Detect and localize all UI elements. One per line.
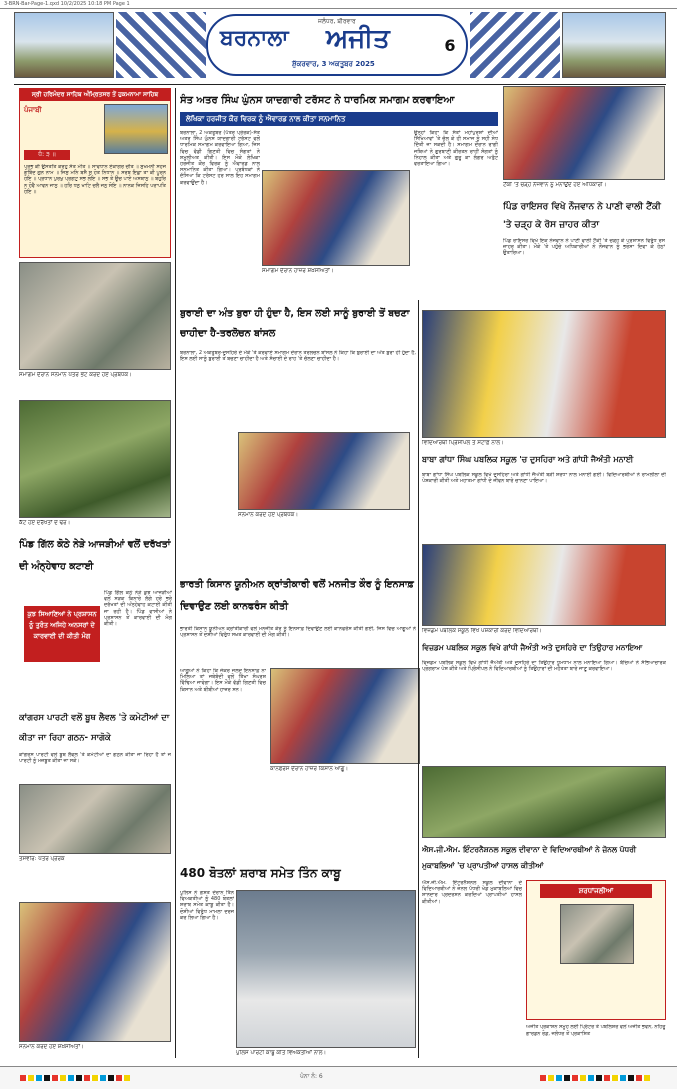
left-bottom-photo — [19, 902, 171, 1042]
story-1-photo — [262, 170, 410, 266]
story-7-caption: ਵਿਜ਼ਡਮ ਪਬਲਿਕ ਸਕੂਲ ਵਿਖੇ ਪੇਸ਼ਕਾਰੀ ਕਰਦੇ ਵਿਦਿਆਰਥੀ। — [422, 628, 542, 634]
story-9-headline: 480 ਬੋਤਲਾਂ ਸ਼ਰਾਬ ਸਮੇਤ ਤਿੰਨ ਕਾਬੂ — [180, 866, 341, 880]
story-6-col-1: ਆਗੂਆਂ ਨੇ ਕਿਹਾ ਕਿ ਜੇਕਰ ਜਲਦ ਇਨਸਾਫ਼ ਨਾ ਮਿਲਿਆ ਤਾਂ ਜਥੇਬੰਦੀ ਵਲੋਂ ਤਿੱਖਾ ਸੰਘਰਸ਼ ਵਿੱਢਿਆ ਜਾਵੇਗਾ। ਇਸ ਮੌਕੇ ਵੱਡੀ ਗਿਣਤੀ ਵਿਚ ਕਿਸਾਨ ਅਤੇ ਬੀਬੀਆਂ ਹਾਜ਼ਰ ਸਨ। — [180, 668, 266, 693]
gurbani-badge: ਧੰ: ੩ ॥ — [24, 150, 70, 160]
story-4-headline: ਬਾਬਾ ਗਾਂਧਾ ਸਿੰਘ ਪਬਲਿਕ ਸਕੂਲ 'ਚ ਦੁਸਹਿਰਾ ਅਤੇ ਗਾਂਧੀ ਜੈਅੰਤੀ ਮਨਾਈ — [422, 455, 634, 464]
gurbani-title: ਸ੍ਰੀ ਹਰਿਮੰਦਰ ਸਾਹਿਬ ਅੰਮ੍ਰਿਤਸਰ ਤੋਂ ਹੁਕਮਨਾਮਾ ਸਾਹਿਬ — [20, 89, 170, 101]
color-bar-right — [540, 1075, 650, 1081]
story-9-photo — [236, 890, 416, 1048]
story-10-photo — [422, 766, 666, 838]
story-3-caption: ਸਨਮਾਨ ਕਰਦੇ ਹੋਏ ਪ੍ਰਬੰਧਕ। — [238, 512, 299, 518]
page-number: 6 — [438, 34, 462, 58]
story-3-photo — [238, 432, 410, 510]
story-4-body: ਬਾਬਾ ਗਾਂਧਾ ਸਿੰਘ ਪਬਲਿਕ ਸਕੂਲ ਵਿਖੇ ਦੁਸਹਿਰਾ ਅਤੇ ਗਾਂਧੀ ਜੈਅੰਤੀ ਬੜੀ ਸ਼ਰਧਾ ਨਾਲ ਮਨਾਈ ਗਈ। ਵਿਦਿਆਰਥੀਆਂ ਨੇ ਰਾਮਲੀਲਾ ਦੀ ਪੇਸ਼ਕਾਰੀ ਕੀਤੀ ਅਤੇ ਮਹਾਤਮਾ ਗਾਂਧੀ ਦੇ ਜੀਵਨ ਬਾਰੇ ਚਾਨਣਾ ਪਾਇਆ। — [422, 472, 666, 485]
story-4-caption: ਵਿਦਿਆਰਥੀ ਪ੍ਰਿੰਸੀਪਲ ਤੇ ਸਟਾਫ਼ ਨਾਲ। — [422, 440, 504, 446]
story-1-headline: ਸੰਤ ਅਤਰ ਸਿੰਘ ਘੁੰਨਸ ਯਾਦਗਾਰੀ ਟਰੱਸਟ ਨੇ ਧਾਰਮਿਕ ਸਮਾਗਮ ਕਰਵਾਇਆ — [180, 95, 455, 106]
masthead-title-left: ਬਰਨਾਲਾ — [220, 26, 289, 51]
masthead-title-right: ਅਜੀਤ — [326, 24, 390, 54]
masthead-date: ਸ਼ੁੱਕਰਵਾਰ, 3 ਅਕਤੂਬਰ 2025 — [292, 60, 375, 68]
rule-left-col — [175, 88, 176, 1058]
story-1-col-3: ਉਨ੍ਹਾਂ ਕਿਹਾ ਕਿ ਸੰਤਾਂ ਮਹਾਂਪੁਰਸ਼ਾਂ ਦੀਆਂ ਸਿੱਖਿਆਵਾਂ 'ਤੇ ਚੱਲ ਕੇ ਹੀ ਸਮਾਜ ਨੂੰ ਸਹੀ ਸੇਧ ਦਿੱਤੀ ਜਾ ਸਕਦੀ ਹੈ। ਸਮਾਗਮ ਦੌਰਾਨ ਰਾਗੀ ਜਥਿਆਂ ਨੇ ਗੁਰਬਾਣੀ ਕੀਰਤਨ ਰਾਹੀਂ ਸੰਗਤਾਂ ਨੂੰ ਨਿਹਾਲ ਕੀਤਾ ਅਤੇ ਗੁਰੂ ਕਾ ਲੰਗਰ ਅਤੁੱਟ ਵਰਤਾਇਆ ਗਿਆ। — [414, 130, 498, 168]
story-5-headline: ਪਿੰਡ ਗਿੱਲ ਕੋਠੇ ਨੇੜੇ ਆਜੜੀਆਂ ਵਲੋਂ ਦਰੱਖਤਾਂ ਦੀ ਅੰਨ੍ਹੇਵਾਹ ਕਟਾਈ — [19, 539, 171, 572]
rule-top — [14, 84, 666, 85]
story-2-photo — [503, 86, 665, 180]
story-8-caption: ਤਸਵੀਰ: ਪੱਤਰ ਪ੍ਰੇਰਕ — [19, 856, 65, 862]
story-2-body: ਪਿੰਡ ਰਾਇਸਰ ਵਿਖੇ ਇਕ ਨੌਜਵਾਨ ਨੇ ਪਾਣੀ ਵਾਲੀ ਟੈਂਕੀ 'ਤੇ ਚੜ੍ਹ ਕੇ ਪ੍ਰਸ਼ਾਸਨ ਵਿਰੁੱਧ ਰੋਸ ਜ਼ਾਹਰ ਕੀਤਾ। ਮੌਕੇ 'ਤੇ ਪਹੁੰਚੇ ਅਧਿਕਾਰੀਆਂ ਨੇ ਨੌਜਵਾਨ ਨੂੰ ਭਰੋਸਾ ਦਿਵਾ ਕੇ ਹੇਠਾਂ ਉਤਾਰਿਆ। — [503, 238, 665, 257]
story-6-photo — [270, 668, 420, 764]
rule-right-col — [418, 300, 419, 1058]
left-group-photo — [19, 262, 171, 370]
story-9-caption: ਪੁਲਿਸ ਪਾਰਟੀ ਕਾਬੂ ਕੀਤੇ ਵਿਅਕਤੀਆਂ ਨਾਲ। — [236, 1050, 327, 1056]
left-bottom-caption: ਸਨਮਾਨ ਕਰਦੇ ਹੋਏ ਸ਼ਖ਼ਸੀਅਤਾਂ। — [19, 1044, 84, 1050]
story-1-subhead: ਲੇਖਿਕਾ ਹਰਜੀਤ ਕੌਰ ਵਿਰਕ ਨੂੰ ਐਵਾਰਡ ਨਾਲ ਕੀਤਾ ਸਨਮਾਨਿਤ — [180, 112, 498, 126]
story-1-caption: ਸਮਾਗਮ ਦੌਰਾਨ ਹਾਜ਼ਰ ਸ਼ਖ਼ਸੀਅਤਾਂ। — [262, 268, 334, 274]
story-8-body: ਕਾਂਗਰਸ ਪਾਰਟੀ ਵਲੋਂ ਬੂਥ ਲੈਵਲ 'ਤੇ ਕਮੇਟੀਆਂ ਦਾ ਗਠਨ ਕੀਤਾ ਜਾ ਰਿਹਾ ਹੈ ਤਾਂ ਜੋ ਪਾਰਟੀ ਨੂੰ ਮਜ਼ਬੂਤ ਕੀਤਾ ਜਾ ਸਕੇ। — [19, 752, 171, 765]
story-7-headline: ਵਿਜ਼ਡਮ ਪਬਲਿਕ ਸਕੂਲ ਵਿਖੇ ਗਾਂਧੀ ਜੈਅੰਤੀ ਅਤੇ ਦੁਸਹਿਰੇ ਦਾ ਤਿਉਹਾਰ ਮਨਾਇਆ — [422, 643, 643, 652]
story-4-photo — [422, 310, 666, 438]
gurbani-label: ਪੰਜਾਬੀ — [24, 106, 42, 114]
masthead-right-photo — [562, 12, 666, 78]
masthead-left-photo — [14, 12, 114, 78]
tribute-photo — [560, 904, 634, 964]
footer-page-label: ਪੰਨਾ ਨੰ: 6 — [300, 1073, 323, 1080]
left-group-caption: ਸਮਾਗਮ ਦੌਰਾਨ ਸਨਮਾਨ ਪੱਤਰ ਭੇਟ ਕਰਦੇ ਹੋਏ ਪ੍ਰਬੰਧਕ। — [19, 372, 132, 378]
story-5-photo — [19, 400, 171, 518]
story-7-body: ਵਿਜ਼ਡਮ ਪਬਲਿਕ ਸਕੂਲ ਵਿਖੇ ਗਾਂਧੀ ਜੈਅੰਤੀ ਅਤੇ ਦੁਸਹਿਰੇ ਦਾ ਤਿਉਹਾਰ ਧੂਮਧਾਮ ਨਾਲ ਮਨਾਇਆ ਗਿਆ। ਬੱਚਿਆਂ ਨੇ ਸੱਭਿਆਚਾਰਕ ਪ੍ਰੋਗਰਾਮ ਪੇਸ਼ ਕੀਤੇ ਅਤੇ ਪ੍ਰਿੰਸੀਪਲ ਨੇ ਵਿਦਿਆਰਥੀਆਂ ਨੂੰ ਤਿਉਹਾਰਾਂ ਦੀ ਮਹੱਤਤਾ ਬਾਰੇ ਜਾਣੂ ਕਰਵਾਇਆ। — [422, 660, 666, 673]
story-5-highlight-box: ਕੁਝ ਸਿਆਣਿਆਂ ਨੇ ਪ੍ਰਸ਼ਾਸਨ ਨੂੰ ਤੁਰੰਤ ਅਜਿਹੇ ਅਨਸਰਾਂ ਦੇ ਕਾਰਵਾਈ ਦੀ ਕੀਤੀ ਮੰਗ — [24, 606, 100, 662]
masthead-pattern-left — [116, 12, 206, 78]
masthead-pattern-right — [470, 12, 560, 78]
story-6-caption: ਕਾਨਫਰੰਸ ਦੌਰਾਨ ਹਾਜ਼ਰ ਕਿਸਾਨ ਆਗੂ। — [270, 766, 349, 772]
color-bar-left — [20, 1075, 130, 1081]
story-6-headline: ਭਾਰਤੀ ਕਿਸਾਨ ਯੂਨੀਅਨ ਕ੍ਰਾਂਤੀਕਾਰੀ ਵਲੋਂ ਮਨਜੀਤ ਕੌਰ ਨੂੰ ਇਨਸਾਫ਼ ਦਿਵਾਉਣ ਲਈ ਕਾਨਫਰੰਸ ਕੀਤੀ — [180, 579, 414, 612]
golden-temple-photo — [104, 104, 168, 154]
story-2-caption: ਟੈਂਕੀ 'ਤੇ ਚੜ੍ਹੇ ਨੌਜਵਾਨ ਨੂੰ ਮਨਾਉਂਦੇ ਹੋਏ ਅਧਿਕਾਰੀ। — [503, 182, 607, 188]
imprint-box: ਅਜੀਤ ਪ੍ਰਕਾਸ਼ਨ ਸਮੂਹ ਲਈ ਪ੍ਰਿੰਟਰ ਤੇ ਪਬਲਿਸ਼ਰ ਵਲੋਂ ਅਜੀਤ ਭਵਨ, ਨਹਿਰੂ ਗਾਰਡਨ ਰੋਡ, ਜਲੰਧਰ ਤੋਂ ਪ੍ਰਕਾਸ਼ਿਤ — [526, 1024, 666, 1037]
story-8-photo — [19, 784, 171, 854]
masthead-kicker: ਜਲੰਧਰ, ਬੀਰਵਾਰ — [318, 18, 356, 25]
gurbani-text: ਪ੍ਰਭ ਕੀ ਉਸਤਤਿ ਕਰਹੁ ਸੰਤ ਮੀਤ ॥ ਸਾਵਧਾਨ ਏਕਾਗਰ ਚੀਤ ॥ ਸੁਖਮਨੀ ਸਹਜ ਗੋਬਿੰਦ ਗੁਨ ਨਾਮ ॥ ਜਿਸੁ ਮਨਿ ਬਸੈ ਸੁ ਹੋਤ ਨਿਧਾਨ ॥ ਸਰਬ ਇਛਾ ਤਾ ਕੀ ਪੂਰਨ ਹੋਇ ॥ ਪ੍ਰਧਾਨ ਪੁਰਖੁ ਪ੍ਰਗਟੁ ਸਭ ਲੋਇ ॥ ਸਭ ਤੇ ਊਚ ਪਾਏ ਅਸਥਾਨੁ ॥ ਬਹੁਰਿ ਨ ਹੋਵੈ ਆਵਨ ਜਾਨੁ ॥ ਹਰਿ ਧਨੁ ਖਾਟਿ ਚਲੈ ਜਨੁ ਸੋਇ ॥ ਨਾਨਕ ਜਿਸਹਿ ਪਰਾਪਤਿ ਹੋਇ ॥ — [24, 164, 166, 195]
story-5-caption: ਕੱਟੇ ਹੋਏ ਦਰੱਖਤਾਂ ਦੇ ਢੇਰ। — [19, 520, 71, 526]
story-1-col-1: ਬਰਨਾਲਾ, 2 ਅਕਤੂਬਰ (ਪੱਤਰ ਪ੍ਰੇਰਕ)-ਸੰਤ ਅਤਰ ਸਿੰਘ ਘੁੰਨਸ ਯਾਦਗਾਰੀ ਟਰੱਸਟ ਵਲੋਂ ਧਾਰਮਿਕ ਸਮਾਗਮ ਕਰਵਾਇਆ ਗਿਆ, ਜਿਸ ਵਿਚ ਵੱਡੀ ਗਿਣਤੀ ਵਿਚ ਸੰਗਤਾਂ ਨੇ ਸ਼ਮੂਲੀਅਤ ਕੀਤੀ। ਇਸ ਮੌਕੇ ਲੇਖਿਕਾ ਹਰਜੀਤ ਕੌਰ ਵਿਰਕ ਨੂੰ ਐਵਾਰਡ ਨਾਲ ਸਨਮਾਨਿਤ ਕੀਤਾ ਗਿਆ। ਪ੍ਰਬੰਧਕਾਂ ਨੇ ਦੱਸਿਆ ਕਿ ਟਰੱਸਟ ਹਰ ਸਾਲ ਇਹ ਸਮਾਗਮ ਕਰਵਾਉਂਦਾ ਹੈ। — [180, 130, 260, 186]
story-5-body: ਪਿੰਡ ਗਿੱਲ ਕੋਠੇ ਨੇੜੇ ਕੁਝ ਆਜੜੀਆਂ ਵਲੋਂ ਸੜਕ ਕਿਨਾਰੇ ਲੱਗੇ ਹਰੇ ਭਰੇ ਦਰੱਖਤਾਂ ਦੀ ਅੰਨ੍ਹੇਵਾਹ ਕਟਾਈ ਕੀਤੀ ਜਾ ਰਹੀ ਹੈ। ਪਿੰਡ ਵਾਸੀਆਂ ਨੇ ਪ੍ਰਸ਼ਾਸਨ ਤੋਂ ਕਾਰਵਾਈ ਦੀ ਮੰਗ ਕੀਤੀ। — [104, 590, 172, 628]
file-info-strip: 3-BRN-Bar-Page-1.qxd 10/2/2025 10:18 PM Page 1 — [0, 0, 677, 9]
story-9-body: ਪੁਲਿਸ ਨੇ ਗਸ਼ਤ ਦੌਰਾਨ ਤਿੰਨ ਵਿਅਕਤੀਆਂ ਨੂੰ 480 ਬੋਤਲਾਂ ਸ਼ਰਾਬ ਸਮੇਤ ਕਾਬੂ ਕੀਤਾ ਹੈ। ਦੋਸ਼ੀਆਂ ਵਿਰੁੱਧ ਮਾਮਲਾ ਦਰਜ ਕਰ ਲਿਆ ਗਿਆ ਹੈ। — [180, 890, 234, 921]
story-6-body: ਭਾਰਤੀ ਕਿਸਾਨ ਯੂਨੀਅਨ ਕ੍ਰਾਂਤੀਕਾਰੀ ਵਲੋਂ ਮਨਜੀਤ ਕੌਰ ਨੂੰ ਇਨਸਾਫ਼ ਦਿਵਾਉਣ ਲਈ ਕਾਨਫਰੰਸ ਕੀਤੀ ਗਈ, ਜਿਸ ਵਿਚ ਆਗੂਆਂ ਨੇ ਪ੍ਰਸ਼ਾਸਨ ਤੋਂ ਦੋਸ਼ੀਆਂ ਵਿਰੁੱਧ ਸਖ਼ਤ ਕਾਰਵਾਈ ਦੀ ਮੰਗ ਕੀਤੀ। — [180, 626, 416, 639]
story-2-headline: ਪਿੰਡ ਰਾਇਸਰ ਵਿਖੇ ਨੌਜਵਾਨ ਨੇ ਪਾਣੀ ਵਾਲੀ ਟੈਂਕੀ 'ਤੇ ਚੜ੍ਹ ਕੇ ਰੋਸ ਜ਼ਾਹਰ ਕੀਤਾ — [503, 202, 661, 230]
masthead-banner — [206, 14, 468, 76]
story-10-body: ਐਸ.ਜੀ.ਐਮ. ਇੰਟਰਨੈਸ਼ਨਲ ਸਕੂਲ ਦੀਵਾਨਾ ਦੇ ਵਿਦਿਆਰਥੀਆਂ ਨੇ ਜ਼ੋਨਲ ਪੱਧਰੀ ਖੇਡ ਮੁਕਾਬਲਿਆਂ ਵਿਚ ਸ਼ਾਨਦਾਰ ਪ੍ਰਦਰਸ਼ਨ ਕਰਦਿਆਂ ਪ੍ਰਾਪਤੀਆਂ ਹਾਸਲ ਕੀਤੀਆਂ। — [422, 880, 522, 905]
story-3-headline: ਬੁਰਾਈ ਦਾ ਅੰਤ ਬੁਰਾ ਹੀ ਹੁੰਦਾ ਹੈ, ਇਸ ਲਈ ਸਾਨੂੰ ਬੁਰਾਈ ਤੋਂ ਬਚਣਾ ਚਾਹੀਦਾ ਹੈ-ਤਰਲੋਚਨ ਬਾਂਸਲ — [180, 308, 410, 339]
tribute-box-title: ਸ਼ਰਧਾਂਜਲੀਆਂ — [540, 884, 652, 898]
story-8-headline: ਕਾਂਗਰਸ ਪਾਰਟੀ ਵਲੋਂ ਬੂਥ ਲੈਵਲ 'ਤੇ ਕਮੇਟੀਆਂ ਦਾ ਕੀਤਾ ਜਾ ਰਿਹਾ ਗਠਨ- ਸਾਗੋਕੇ — [19, 713, 170, 743]
story-7-photo — [422, 544, 666, 626]
story-3-body: ਬਰਨਾਲਾ, 2 ਅਕਤੂਬਰ-ਦੁਸਹਿਰੇ ਦੇ ਮੌਕੇ 'ਤੇ ਕਰਵਾਏ ਸਮਾਗਮ ਦੌਰਾਨ ਤਰਲੋਚਨ ਬਾਂਸਲ ਨੇ ਕਿਹਾ ਕਿ ਬੁਰਾਈ ਦਾ ਅੰਤ ਬੁਰਾ ਹੀ ਹੁੰਦਾ ਹੈ, ਇਸ ਲਈ ਸਾਨੂੰ ਬੁਰਾਈ ਤੋਂ ਬਚਣਾ ਚਾਹੀਦਾ ਹੈ ਅਤੇ ਸੱਚਾਈ ਦੇ ਰਾਹ 'ਤੇ ਚੱਲਣਾ ਚਾਹੀਦਾ ਹੈ। — [180, 350, 416, 363]
footer-strip — [0, 1066, 677, 1089]
story-10-headline: ਐਸ.ਜੀ.ਐਮ. ਇੰਟਰਨੈਸ਼ਨਲ ਸਕੂਲ ਦੀਵਾਨਾ ਦੇ ਵਿਦਿਆਰਥੀਆਂ ਨੇ ਜ਼ੋਨਲ ਪੱਧਰੀ ਮੁਕਾਬਲਿਆਂ 'ਚ ਪ੍ਰਾਪਤੀਆਂ ਹਾਸਲ ਕੀਤੀਆਂ — [422, 845, 637, 870]
